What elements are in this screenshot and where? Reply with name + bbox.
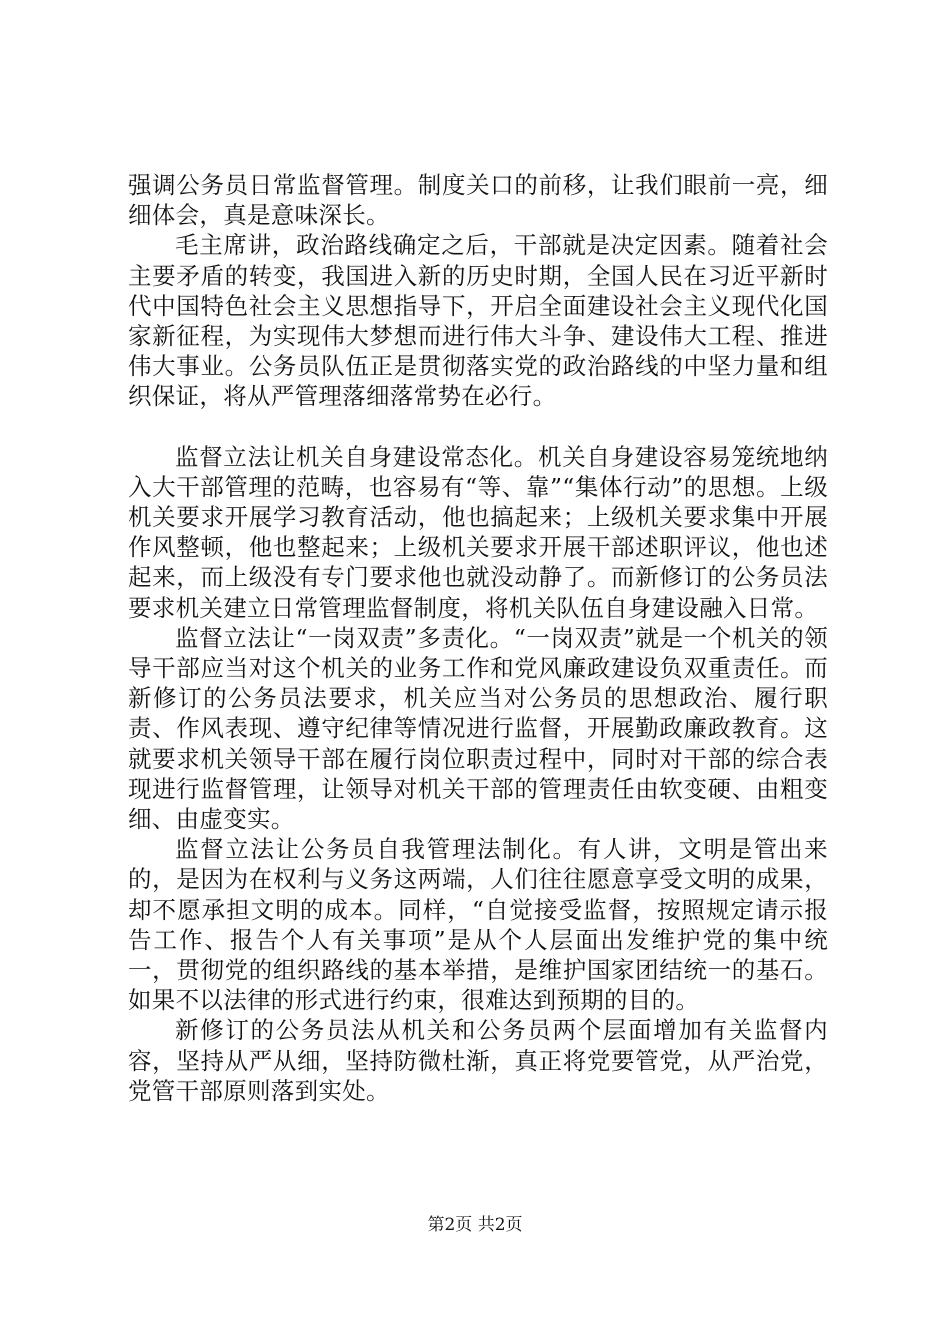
paragraph-continuation: 强调公务员日常监督管理。制度关口的前移，让我们眼前一亮，细细体会，真是意味深长。: [128, 171, 828, 230]
document-body: [128, 170, 828, 1106]
paragraph-conclusion: 新修订的公务员法从机关和公务员两个层面增加有关监督内容，坚持从严从细，坚持防微杜渐，真正将党要管党，从严治党，党管干部原则落到实处。: [128, 1016, 828, 1105]
paragraph-organ-self-building: 监督立法让机关自身建设常态化。机关自身建设容易笼统地纳入大干部管理的范畴，也容易有“等、靠”“集体行动”的思想。上级机关要求开展学习教育活动，他也搞起来；上级机关要求集中开展作风整顿，他也整起来；上级机关要求开展干部述职评议，他也述起来，而上级没有专门要求他也就没动静了。而新修订的公务员法要求机关建立日常管理监督制度，将机关队伍自身建设融入日常。: [128, 442, 828, 622]
paragraph-political-line: 毛主席讲，政治路线确定之后，干部就是决定因素。随着社会主要矛盾的转变，我国进入新的历史时期，全国人民在习近平新时代中国特色社会主义思想指导下，开启全面建设社会主义现代化国家新征程，为实现伟大梦想而进行伟大斗争、建设伟大工程、推进伟大事业。公务员队伍正是贯彻落实党的政治路线的中坚力量和组织保证，将从严管理落细落常势在必行。: [128, 231, 828, 411]
paragraph-self-management: 监督立法让公务员自我管理法制化。有人讲，文明是管出来的，是因为在权利与义务这两端，人们往往愿意享受文明的成果，却不愿承担文明的成本。同样，“自觉接受监督，按照规定请示报告工作、报告个人有关事项”是从个人层面出发维护党的集中统一，贯彻党的组织路线的基本举措，是维护国家团结统一的基石。如果不以法律的形式进行约束，很难达到预期的目的。: [128, 835, 828, 1015]
page-number-footer: 第2页 共2页: [427, 1215, 523, 1235]
paragraph-dual-responsibility: 监督立法让“一岗双责”多责化。“一岗双责”就是一个机关的领导干部应当对这个机关的业务工作和党风廉政建设负双重责任。而新修订的公务员法要求，机关应当对公务员的思想政治、履行职责、作风表现、遵守纪律等情况进行监督，开展勤政廉政教育。这就要求机关领导干部在履行岗位职责过程中，同时对干部的综合表现进行监督管理，让领导对机关干部的管理责任由软变硬、由粗变细、由虚变实。: [128, 623, 828, 834]
